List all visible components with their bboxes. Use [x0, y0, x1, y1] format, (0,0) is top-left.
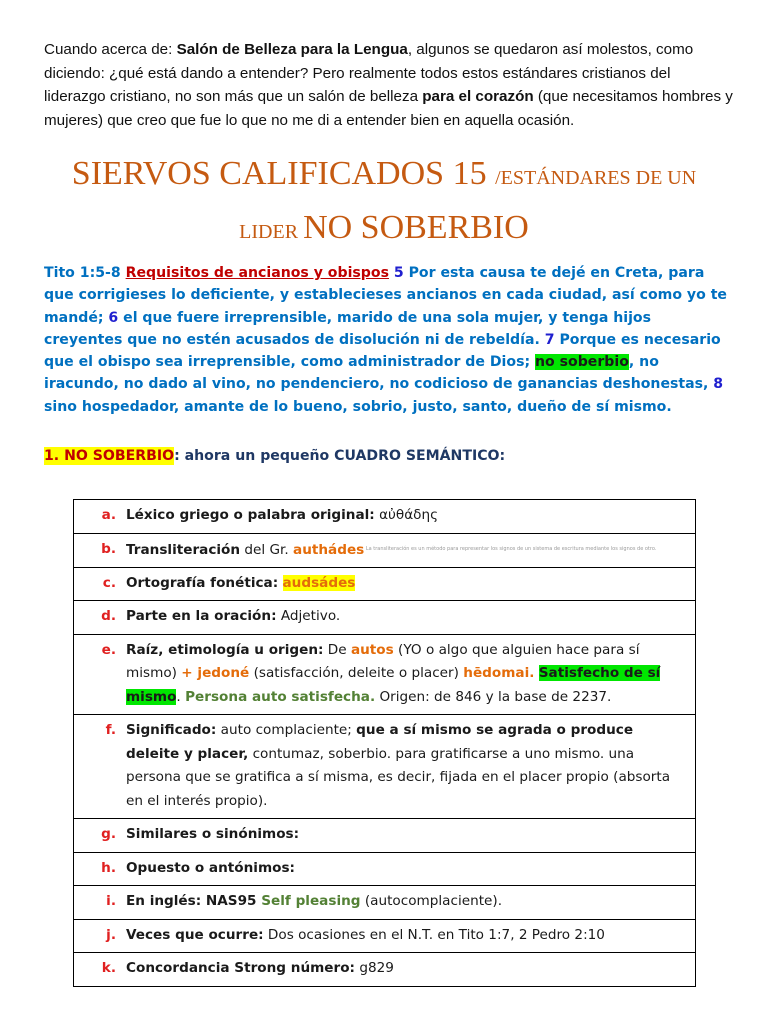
- row-letter: e.: [101, 641, 116, 658]
- row-keyword: audsádes: [282, 574, 356, 591]
- verse-number: 7: [544, 331, 555, 348]
- verse-text: , no iracundo, no dado al vino, no pendenciero, no codicioso de ganancias deshonestas,: [44, 354, 714, 393]
- row-letter: a.: [101, 507, 116, 523]
- table-row: [74, 819, 696, 853]
- row-value: (autocomplaciente).: [360, 893, 503, 910]
- row-letter: i.: [106, 893, 116, 910]
- section-heading: [44, 445, 734, 467]
- table-row: [74, 852, 696, 886]
- intro-paragraph: [44, 38, 734, 132]
- verse-number: 6: [108, 309, 119, 326]
- row-label: Léxico griego o palabra original:: [126, 507, 375, 523]
- row-label: En inglés: NAS95: [126, 893, 257, 910]
- row-label: Ortografía fonética:: [126, 574, 279, 591]
- row-label: Concordancia Strong número:: [126, 960, 355, 977]
- verse-number: 8: [713, 376, 724, 393]
- intro-text: , algunos se quedaron así molestos, como diciendo: ¿qué está dando a entender? Pero realmente todos estos estándares cristianos del liderazgo cristiano, no son más que un salón de belleza: [44, 41, 694, 106]
- row-keyword: + jedoné: [181, 665, 250, 682]
- row-bold-phrase: que a sí mismo se agrada o produce deleite y placer,: [126, 722, 634, 762]
- table-row: [74, 919, 696, 953]
- intro-bold-title: Salón de Belleza para la Lengua: [176, 41, 408, 58]
- row-label: Transliteración: [126, 541, 241, 558]
- verse-text: el que fuere irreprensible, marido de una sola mujer, y tenga hijos creyentes que no estén acusados de disolución ni de rebeldía.: [44, 309, 652, 348]
- row-label: Raíz, etimología u origen:: [126, 641, 324, 658]
- row-label: Parte en la oración:: [126, 608, 277, 625]
- row-value: .: [176, 688, 186, 705]
- row-label: Veces que ocurre:: [126, 926, 264, 943]
- table-row: [74, 601, 696, 635]
- row-footnote: La transliteración es un método para representar los signos de un sistema de escritura mediante los signos de otro.: [364, 545, 657, 552]
- row-keyword: autos: [350, 641, 394, 658]
- verse-text: Porque es necesario que el obispo sea irreprensible, como administrador de Dios;: [44, 331, 721, 371]
- intro-text: (que necesitamos hombres y mujeres) que creo que fue lo que no me di a entender bien en aquella ocasión.: [44, 88, 733, 129]
- row-value: (satisfacción, deleite o placer): [249, 665, 464, 682]
- row-letter: f.: [105, 722, 116, 739]
- verse-reference: Tito 1:5-8: [44, 265, 121, 281]
- row-highlight: Satisfecho de sí mismo: [126, 665, 661, 705]
- section-heading-text: : ahora un pequeño CUADRO SEMÁNTICO:: [174, 448, 506, 464]
- verse-paragraph: [44, 262, 734, 418]
- page-title: [40, 150, 728, 258]
- verse-text: Por esta causa te dejé en Creta, para que corrigieses lo deficiente, y establecieses ancianos en cada ciudad, así como yo te mandé;: [44, 265, 727, 326]
- intro-bold-phrase: para el corazón: [422, 88, 534, 106]
- title-subtitle: /ESTÁNDARES DE UN LIDER: [239, 167, 697, 243]
- row-keyword: hēdomai.: [463, 665, 535, 682]
- row-value: Origen: de 846 y la base de 2237.: [375, 688, 612, 705]
- table-row: [74, 634, 696, 715]
- row-letter: k.: [101, 960, 116, 977]
- verse-highlight: no soberbio: [535, 354, 629, 371]
- verse-text: sino hospedador, amante de lo bueno, sobrio, justo, santo, dueño de sí mismo.: [44, 398, 672, 415]
- title-topic: NO SOBERBIO: [303, 209, 529, 246]
- table-row: [74, 567, 696, 601]
- row-letter: g.: [101, 826, 116, 843]
- verse-number: 5: [388, 265, 404, 281]
- table-row: [74, 953, 696, 987]
- row-value: αὐθάδης: [374, 507, 439, 523]
- row-letter: h.: [101, 859, 116, 876]
- semantic-table: [73, 499, 696, 987]
- table-row: [74, 886, 696, 920]
- title-main: SIERVOS CALIFICADOS 15: [71, 155, 496, 192]
- table-row: [74, 500, 696, 534]
- row-keyword: authádes: [293, 541, 365, 558]
- row-value: del Gr.: [240, 541, 294, 558]
- row-value: g829: [355, 960, 394, 977]
- row-value: De: [323, 641, 351, 658]
- row-label: Similares o sinónimos:: [126, 826, 300, 843]
- row-letter: b.: [101, 540, 116, 557]
- row-letter: j.: [106, 926, 116, 943]
- row-letter: c.: [102, 574, 116, 591]
- row-label: Opuesto o antónimos:: [126, 859, 295, 876]
- row-value: auto complaciente;: [216, 722, 357, 739]
- table-row: [74, 533, 696, 567]
- section-heading-number: 1. NO SOBERBIO: [44, 448, 175, 464]
- verse-requirements-label: Requisitos de ancianos y obispos: [125, 265, 389, 281]
- row-label: Significado:: [126, 722, 217, 739]
- row-value: (YO o algo que alguien hace para sí mismo): [126, 641, 640, 682]
- row-green-text: Persona auto satisfecha.: [185, 688, 376, 705]
- row-green-text: Self pleasing: [256, 893, 361, 910]
- row-value: Adjetivo.: [276, 608, 341, 625]
- row-letter: d.: [101, 608, 116, 625]
- row-value: contumaz, soberbio. para gratificarse a uno mismo. una persona que se gratifica a sí misma, es decir, fijada en el placer propio (absorta en el interés propio).: [126, 745, 671, 809]
- intro-text: Cuando acerca de:: [44, 41, 177, 58]
- table-row: [74, 715, 696, 819]
- row-value: Dos ocasiones en el N.T. en Tito 1:7, 2 Pedro 2:10: [263, 926, 605, 943]
